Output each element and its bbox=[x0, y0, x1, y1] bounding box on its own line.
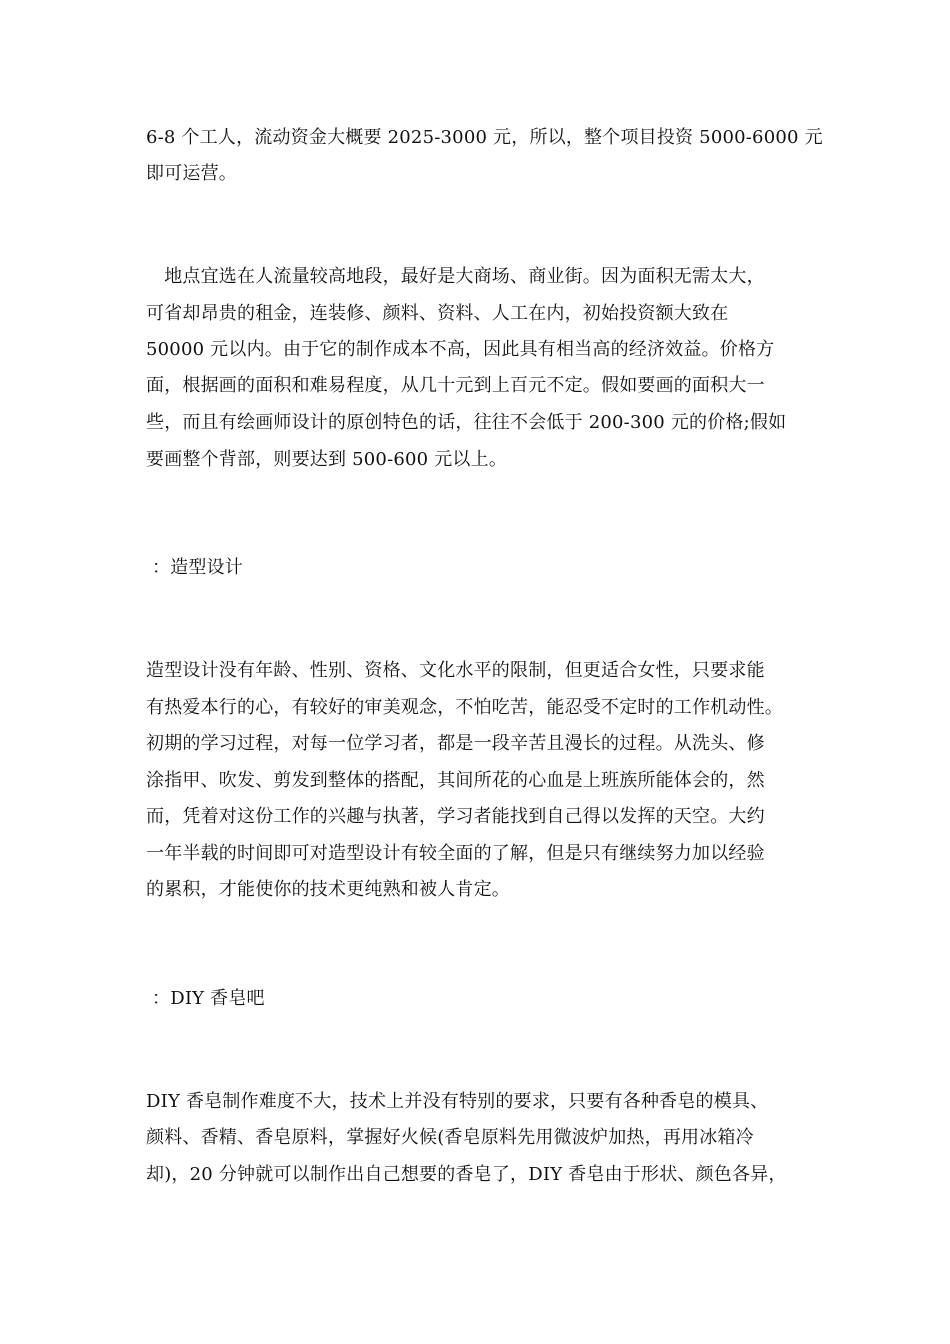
paragraph-line: 初期的学习过程，对每一位学习者，都是一段辛苦且漫长的过程。从洗头、修 bbox=[146, 733, 765, 754]
paragraph-line: 6-8 个工人，流动资金大概要 2025-3000 元，所以，整个项目投资 5000-6000 元 bbox=[146, 127, 823, 148]
paragraph-line: 却)，20 分钟就可以制作出自己想要的香皂了，DIY 香皂由于形状、颜色各异， bbox=[146, 1164, 787, 1185]
paragraph-line: 即可运营。 bbox=[146, 163, 237, 184]
paragraph-line: 地点宜选在人流量较高地段，最好是大商场、商业街。因为面积无需太大， bbox=[146, 266, 765, 287]
paragraph-line: 一年半载的时间即可对造型设计有较全面的了解，但是只有继续努力加以经验 bbox=[146, 843, 765, 864]
section-heading: ：DIY 香皂吧 bbox=[152, 988, 265, 1009]
paragraph-line: 50000 元以内。由于它的制作成本不高，因此具有相当高的经济效益。价格方 bbox=[146, 339, 775, 360]
paragraph-line: 涂指甲、吹发、剪发到整体的搭配，其间所花的心血是上班族所能体会的，然 bbox=[146, 770, 765, 791]
paragraph-line: 有热爱本行的心，有较好的审美观念，不怕吃苦，能忍受不定时的工作机动性。 bbox=[146, 697, 783, 718]
paragraph-line: DIY 香皂制作难度不大，技术上并没有特别的要求，只要有各种香皂的模具、 bbox=[146, 1091, 769, 1112]
paragraph-line: 要画整个背部，则要达到 500-600 元以上。 bbox=[146, 449, 508, 470]
section-heading: ：造型设计 bbox=[152, 557, 243, 578]
paragraph-line: 面，根据画的面积和难易程度，从几十元到上百元不定。假如要画的面积大一 bbox=[146, 375, 765, 396]
paragraph-line: 的累积，才能使你的技术更纯熟和被人肯定。 bbox=[146, 879, 510, 900]
paragraph-line: 颜料、香精、香皂原料，掌握好火候(香皂原料先用微波炉加热，再用冰箱冷 bbox=[146, 1127, 754, 1148]
paragraph-line: 可省却昂贵的租金，连装修、颜料、资料、人工在内，初始投资额大致在 bbox=[146, 303, 729, 324]
paragraph-line: 造型设计没有年龄、性别、资格、文化水平的限制，但更适合女性，只要求能 bbox=[146, 660, 765, 681]
paragraph-line: 而，凭着对这份工作的兴趣与执著，学习者能找到自己得以发挥的天空。大约 bbox=[146, 806, 765, 827]
paragraph-line: 些，而且有绘画师设计的原创特色的话，往往不会低于 200-300 元的价格;假如 bbox=[146, 412, 787, 433]
